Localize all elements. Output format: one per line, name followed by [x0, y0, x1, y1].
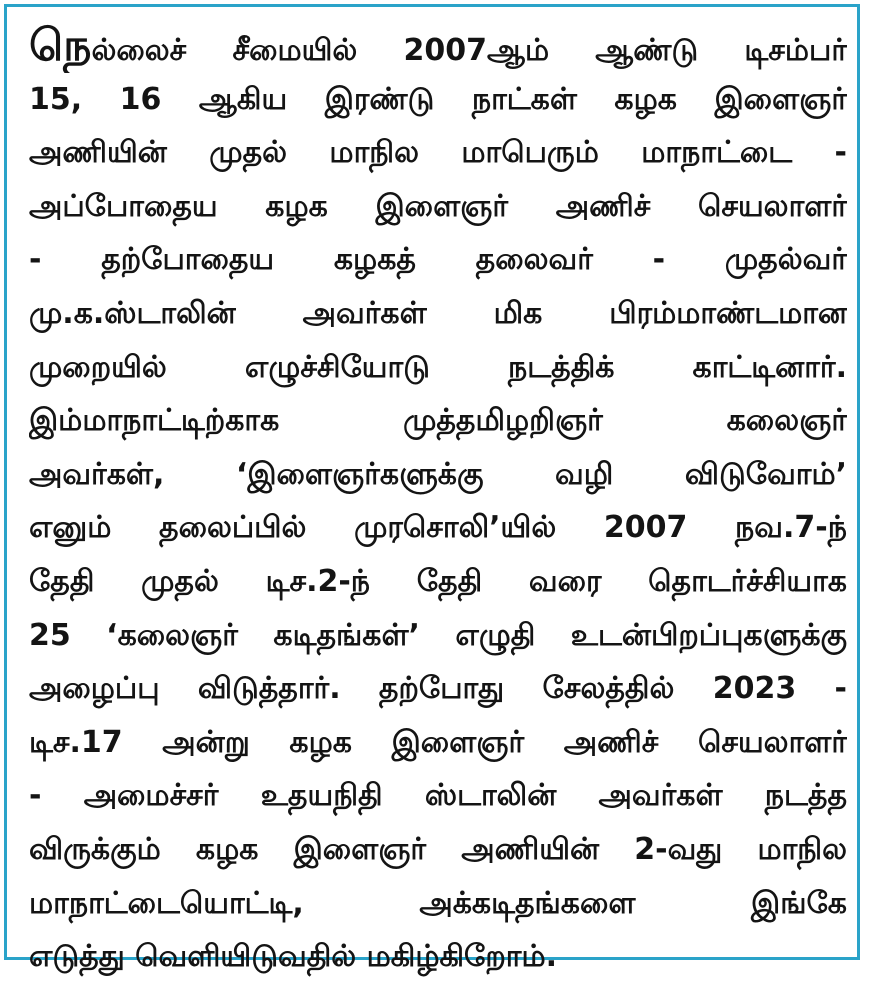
- text-line-3: அணியின் முதல் மாநில மாபெரும் மாநாட்டை -: [29, 135, 847, 171]
- text-line-13: அழைப்பு விடுத்தார். தற்போது சேலத்தில் 2023 -: [29, 671, 847, 707]
- text-line-15: - அமைச்சர் உதயநிதி ஸ்டாலின் அவர்கள் நடத்த: [29, 778, 847, 814]
- text-line-14: டிச.17 அன்று கழக இளைஞர் அணிச் செயலாளர்: [29, 724, 847, 760]
- dropcap: நெ: [29, 20, 92, 71]
- text-line-2: 15, 16 ஆகிய இரண்டு நாட்கள் கழக இளைஞர்: [29, 81, 847, 117]
- text-line-1: [29, 19, 847, 73]
- article-frame: [4, 4, 860, 975]
- article-text: [29, 19, 847, 984]
- text-line-12: 25 ‘கலைஞர் கடிதங்கள்’ எழுதி உடன்பிறப்புகளுக்கு: [29, 617, 847, 653]
- text-line-4: அப்போதைய கழக இளைஞர் அணிச் செயலாளர்: [29, 188, 847, 224]
- text-line-16: விருக்கும் கழக இளைஞர் அணியின் 2-வது மாநில: [29, 831, 847, 867]
- text-line-11: தேதி முதல் டிச.2-ந் தேதி வரை தொடர்ச்சியாக: [29, 563, 847, 599]
- text-line-17: மாநாட்டையொட்டி, அக்கடிதங்களை இங்கே: [29, 885, 847, 921]
- text-line-18: எடுத்து வெளியிடுவதில் மகிழ்கிறோம்.: [29, 939, 557, 975]
- text-line-10: எனும் தலைப்பில் முரசொலி’யில் 2007 நவ.7-ந்: [29, 510, 847, 546]
- text-line-6: மு.க.ஸ்டாலின் அவர்கள் மிக பிரம்மாண்டமான: [29, 295, 847, 331]
- text-line-1-content: ல்லைச் சீமையில் 2007ஆம் ஆண்டு டிசம்பர்: [91, 33, 847, 68]
- text-line-7: முறையில் எழுச்சியோடு நடத்திக் காட்டினார்.: [29, 349, 847, 385]
- text-line-5: - தற்போதைய கழகத் தலைவர் - முதல்வர்: [29, 242, 847, 278]
- text-line-9: அவர்கள், ‘இளைஞர்களுக்கு வழி விடுவோம்’: [29, 456, 847, 492]
- text-line-8: இம்மாநாட்டிற்காக முத்தமிழறிஞர் கலைஞர்: [29, 403, 847, 439]
